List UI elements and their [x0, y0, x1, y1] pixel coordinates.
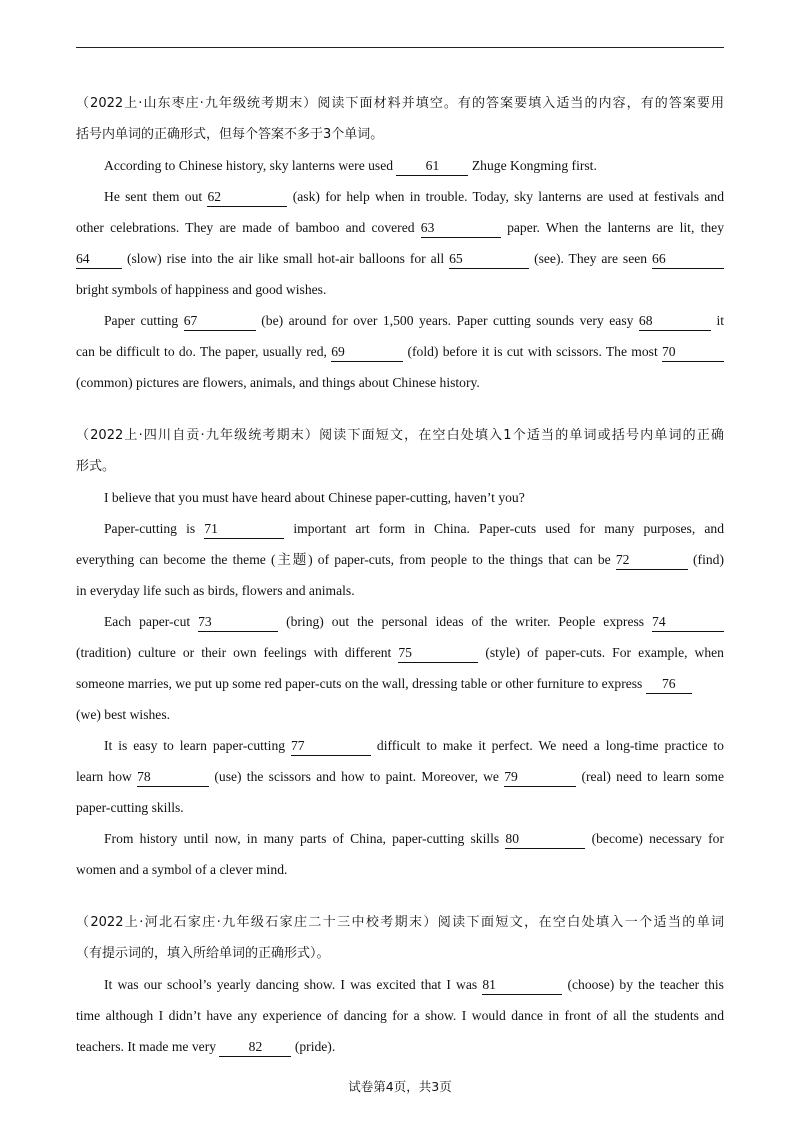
- passage-1: [76, 88, 724, 398]
- answer-blank[interactable]: 73: [198, 613, 278, 632]
- passage-2: [76, 420, 724, 885]
- answer-blank[interactable]: 71: [204, 520, 284, 539]
- passage-line: I believe that you must have heard about Chinese paper-cutting, haven’t you?: [104, 490, 525, 505]
- passage-line: time although I didn’t have any experience of dancing for a show. I would dance in front of all the students and: [76, 1008, 724, 1023]
- passage-line: bright symbols of happiness and good wishes.: [76, 282, 327, 297]
- page-footer: 试卷第4页，共3页: [348, 1079, 452, 1094]
- document-page: [76, 88, 724, 1062]
- answer-blank[interactable]: 61: [396, 157, 468, 176]
- answer-blank[interactable]: 68: [639, 312, 711, 331]
- answer-blank[interactable]: 76: [646, 675, 692, 694]
- passage-line: Paper cutting 67 (be) around for over 1,500 years. Paper cutting sounds very easy 68 it: [76, 305, 724, 336]
- answer-blank[interactable]: 80: [505, 830, 585, 849]
- answer-blank[interactable]: 78: [137, 768, 209, 787]
- passage-line: (tradition) culture or their own feelings with different 75 (style) of paper-cuts. For example, when: [76, 637, 724, 668]
- answer-blank[interactable]: 77: [291, 737, 371, 756]
- passage-line: From history until now, in many parts of China, paper-cutting skills 80 (become) necessary for: [76, 823, 724, 854]
- top-rule: [76, 47, 724, 48]
- passage-line: (we) best wishes.: [76, 707, 171, 722]
- answer-blank[interactable]: 70: [662, 343, 724, 362]
- passage-line: can be difficult to do. The paper, usually red, 69 (fold) before it is cut with scissors. The most 70: [76, 336, 724, 367]
- passage-line: paper-cutting skills.: [76, 800, 184, 815]
- answer-blank[interactable]: 74: [652, 613, 724, 632]
- answer-blank[interactable]: 66: [652, 250, 724, 269]
- answer-blank[interactable]: 62: [207, 188, 287, 207]
- passage-line: He sent them out 62 (ask) for help when in trouble. Today, sky lanterns are used at festivals and: [76, 181, 724, 212]
- passage-line: someone marries, we put up some red paper-cuts on the wall, dressing table or other furniture to express 76: [76, 668, 724, 699]
- answer-blank[interactable]: 81: [482, 976, 562, 995]
- passage-line: teachers. It made me very 82 (pride).: [76, 1031, 724, 1062]
- question-header: 括号内单词的正确形式，但每个答案不多于3个单词。: [76, 127, 384, 142]
- passage-line: Each paper-cut 73 (bring) out the personal ideas of the writer. People express 74: [76, 606, 724, 637]
- answer-blank[interactable]: 82: [219, 1038, 291, 1057]
- passage-line: in everyday life such as birds, flowers and animals.: [76, 583, 355, 598]
- passage-line: Paper-cutting is 71 important art form in China. Paper-cuts used for many purposes, and: [76, 513, 724, 544]
- answer-blank[interactable]: 69: [331, 343, 403, 362]
- passage-line: (common) pictures are flowers, animals, and things about Chinese history.: [76, 375, 480, 390]
- answer-blank[interactable]: 64: [76, 250, 122, 269]
- passage-line: everything can become the theme (主题) of paper-cuts, from people to the things that can be 72 (find): [76, 544, 724, 575]
- passage-line: women and a symbol of a clever mind.: [76, 862, 288, 877]
- passage-3: [76, 907, 724, 1062]
- question-header: （有提示词的，填入所给单词的正确形式）。: [76, 946, 330, 961]
- question-header: 形式。: [76, 459, 116, 474]
- passage-line: According to Chinese history, sky lanterns were used 61 Zhuge Kongming first.: [76, 150, 724, 181]
- answer-blank[interactable]: 65: [449, 250, 529, 269]
- passage-line: It was our school’s yearly dancing show. I was excited that I was 81 (choose) by the teacher this: [76, 969, 724, 1000]
- answer-blank[interactable]: 67: [184, 312, 256, 331]
- answer-blank[interactable]: 63: [421, 219, 501, 238]
- question-header: （2022上·山东枣庄·九年级统考期末）阅读下面材料并填空。有的答案要填入适当的内容，有的答案要用: [76, 96, 724, 111]
- passage-line: 64 (slow) rise into the air like small hot-air balloons for all 65 (see). They are seen 66: [76, 243, 724, 274]
- passage-line: other celebrations. They are made of bamboo and covered 63 paper. When the lanterns are lit, they: [76, 212, 724, 243]
- answer-blank[interactable]: 75: [398, 644, 478, 663]
- answer-blank[interactable]: 79: [504, 768, 576, 787]
- passage-line: learn how 78 (use) the scissors and how to paint. Moreover, we 79 (real) need to learn some: [76, 761, 724, 792]
- answer-blank[interactable]: 72: [616, 551, 688, 570]
- question-header: （2022上·河北石家庄·九年级石家庄二十三中校考期末）阅读下面短文，在空白处填入一个适当的单词: [76, 915, 724, 930]
- question-header: （2022上·四川自贡·九年级统考期末）阅读下面短文，在空白处填入1个适当的单词或括号内单词的正确: [76, 428, 724, 443]
- passage-line: It is easy to learn paper-cutting 77 difficult to make it perfect. We need a long-time practice to: [76, 730, 724, 761]
